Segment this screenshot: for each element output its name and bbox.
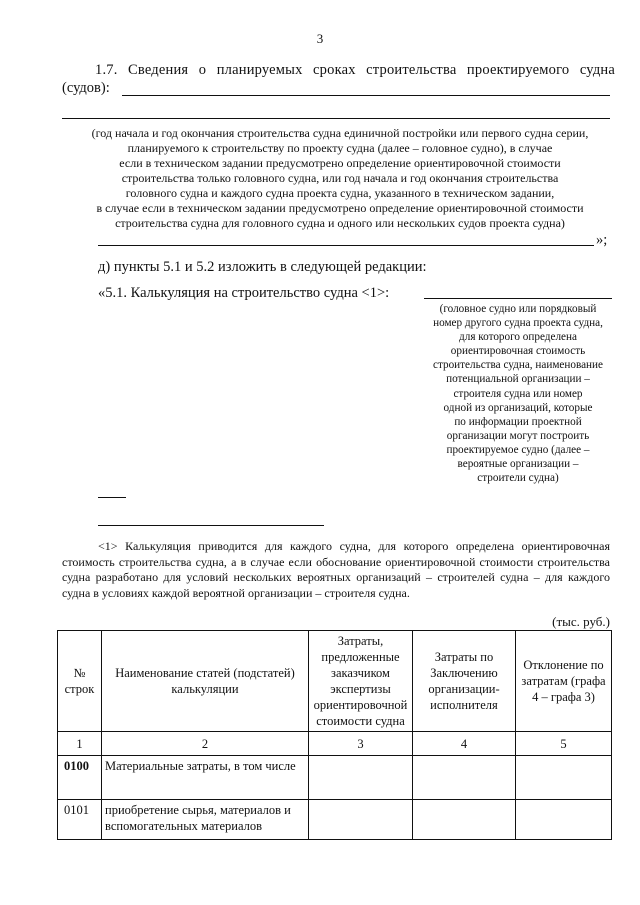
footnote-marker: <1> [98, 539, 118, 553]
section-1-7-title: 1.7. Сведения о планируемых сроках строительства проектируемого судна [95, 62, 615, 78]
column-number: 2 [102, 732, 309, 756]
note-line: организации могут построить [446, 429, 590, 442]
row-name: Материальные затраты, в том числе [102, 756, 309, 800]
column-number: 3 [309, 732, 413, 756]
section-5-1-note [418, 302, 618, 485]
note-line: (головное судно или порядковый [439, 303, 597, 315]
row-code: 0100 [58, 756, 102, 800]
row-value-cell[interactable] [516, 756, 612, 800]
row-code: 0101 [58, 800, 102, 840]
row-value-cell[interactable] [413, 756, 516, 800]
table-row [58, 756, 612, 800]
table-number-row [58, 732, 612, 756]
fill-line [122, 95, 610, 96]
section-1-7-note [50, 126, 630, 231]
note-line: (год начала и год окончания строительства судна единичной постройки или первого судна серии, [91, 126, 589, 140]
fill-line [62, 118, 610, 119]
note-line: если в техническом задании предусмотрено определение ориентировочной стоимости [119, 156, 561, 170]
note-line: строительства только головного судна, или год начала и год окончания строительства [121, 171, 559, 185]
row-value-cell[interactable] [516, 800, 612, 840]
fill-line [98, 245, 594, 246]
note-line: планируемого к строительству по проекту судна (далее – головное судно), в случае [127, 141, 553, 155]
row-value-cell[interactable] [309, 756, 413, 800]
column-number: 4 [413, 732, 516, 756]
footnote [62, 539, 610, 601]
note-line: строительства судна для головного судна и одного или нескольких судов проекта судна) [115, 216, 565, 230]
header-item-name: Наименование статей (подстатей) калькуляции [102, 631, 309, 732]
note-line: по информации проектной [454, 415, 582, 428]
header-deviation: Отклонение по затратам (графа 4 – графа 3) [516, 631, 612, 732]
footnote-separator [98, 525, 324, 526]
calculation-table [57, 630, 612, 840]
units-label: (тыс. руб.) [552, 614, 610, 629]
header-contractor-costs: Затраты по Заключению организации-исполнителя [413, 631, 516, 732]
note-line: строительства судна, наименование [432, 359, 603, 372]
note-line: проектируемое судно (далее – [446, 443, 590, 456]
note-line: вероятные организации – [457, 458, 579, 471]
section-1-7-title-cont: (судов): [62, 80, 110, 96]
fill-line [424, 298, 612, 299]
row-name: приобретение сырья, материалов и вспомогательных материалов [102, 800, 309, 840]
table-header-row [58, 631, 612, 732]
page-number: 3 [316, 31, 324, 46]
row-value-cell[interactable] [413, 800, 516, 840]
header-row-number: № строк [58, 631, 102, 732]
column-number: 1 [58, 732, 102, 756]
column-number: 5 [516, 732, 612, 756]
item-d: д) пункты 5.1 и 5.2 изложить в следующей редакции: [98, 259, 427, 275]
note-line: строителя судна или номер [453, 387, 583, 400]
table-row [58, 800, 612, 840]
section-5-1-title: «5.1. Калькуляция на строительство судна <1>: [98, 285, 390, 301]
note-line: головного судна и каждого судна проекта судна, указанного в техническом задании, [125, 186, 555, 200]
row-value-cell[interactable] [309, 800, 413, 840]
note-line: одной из организаций, которые [443, 401, 593, 414]
note-line: для которого определена [459, 331, 577, 344]
short-separator [98, 497, 126, 498]
note-line: номер другого судна проекта судна, [433, 317, 603, 330]
footnote-text: Калькуляция приводится для каждого судна, для которого определена ориентировочная стоимость строительства судна, а в случае если обоснование ориентировочной стоимости строительства судна разработано для условий нескольких вероятных организаций – строителей судна – для каждого судна в условиях каждой вероятной организации – строителя судна. [62, 539, 611, 600]
note-line: строители судна) [477, 472, 559, 485]
note-line: ориентировочная стоимость [450, 345, 586, 358]
note-line: потенциальной организации – [446, 373, 590, 386]
note-line: в случае если в техническом задании предусмотрено определение ориентировочной стоимости [96, 201, 584, 215]
header-customer-costs: Затраты, предложенные заказчиком экспертизы ориентировочной стоимости судна [309, 631, 413, 732]
closing-quote: »; [596, 232, 608, 248]
